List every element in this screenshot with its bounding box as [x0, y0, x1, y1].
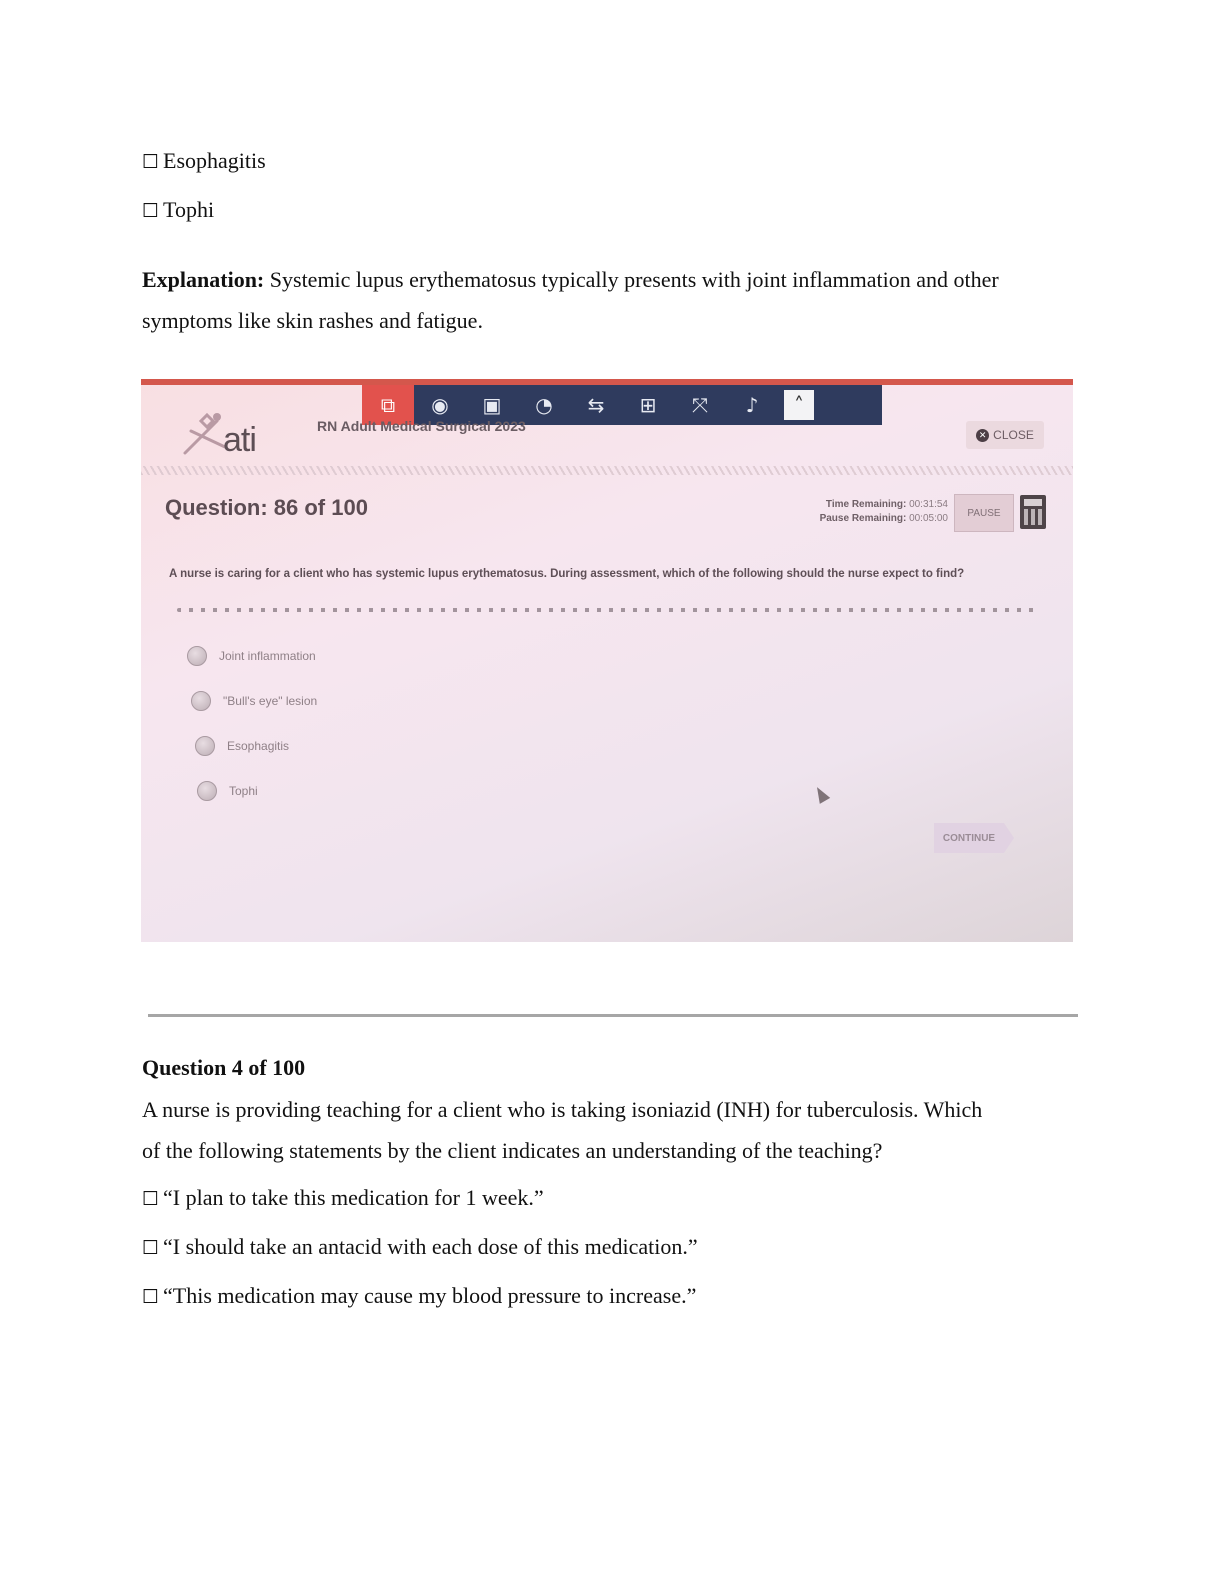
section-divider	[148, 1014, 1078, 1017]
pause-button[interactable]: PAUSE	[954, 494, 1014, 532]
option-label: Tophi	[163, 197, 215, 222]
explanation-label: Explanation:	[142, 267, 265, 292]
header-divider	[141, 466, 1073, 475]
calculator-icon[interactable]	[1020, 495, 1046, 529]
answer-label: Esophagitis	[227, 739, 290, 753]
radio-icon[interactable]	[191, 691, 211, 711]
exit-fullscreen-icon[interactable]: ⧉	[362, 385, 414, 425]
option-label: “I plan to take this medication for 1 week.”	[163, 1185, 544, 1210]
dotted-divider	[177, 608, 1037, 612]
question-stem: A nurse is caring for a client who has systemic lupus erythematosus. During assessment, which of the following should the nurse expect to find?	[169, 568, 965, 580]
close-button[interactable]	[966, 421, 1044, 449]
explanation-line-1: Systemic lupus erythematosus typically presents with joint inflammation and other	[269, 267, 999, 292]
question-counter: Question: 86 of 100	[165, 495, 368, 520]
pause-remaining-label: Pause Remaining:	[819, 513, 907, 524]
question-4-stem-line-2: of the following statements by the client indicates an understanding of the teaching?	[142, 1138, 883, 1163]
close-label: CLOSE	[993, 428, 1034, 442]
radio-icon[interactable]	[187, 646, 207, 666]
expand-icon[interactable]: ⤧	[692, 393, 708, 417]
time-remaining-label: Time Remaining:	[825, 499, 907, 510]
audio-icon[interactable]: ♪	[745, 393, 759, 417]
pause-remaining-value: 00:05:00	[909, 513, 948, 524]
explanation-line-2: symptoms like skin rashes and fatigue.	[142, 308, 483, 333]
answer-option[interactable]	[187, 646, 316, 666]
answer-label: "Bull's eye" lesion	[223, 694, 318, 708]
question-4-option-3[interactable]	[142, 1282, 696, 1311]
option-tophi[interactable]	[142, 196, 214, 225]
option-esophagitis[interactable]	[142, 147, 266, 176]
checkbox-icon[interactable]: ☐	[142, 1286, 160, 1308]
checkbox-icon[interactable]: ☐	[142, 151, 160, 173]
briefcase-icon[interactable]: ▣	[482, 393, 502, 417]
close-icon: ✕	[976, 429, 989, 442]
option-label: “I should take an antacid with each dose of this medication.”	[163, 1234, 698, 1259]
question-4-heading: Question 4 of 100	[142, 1055, 306, 1080]
option-label: Esophagitis	[163, 148, 266, 173]
radio-icon[interactable]	[195, 736, 215, 756]
eye-icon[interactable]: ◉	[431, 393, 449, 417]
checkbox-icon[interactable]: ☐	[142, 200, 160, 222]
ati-logo-text: ati	[223, 421, 256, 459]
radio-icon[interactable]	[197, 781, 217, 801]
question-4-option-1[interactable]	[142, 1184, 544, 1213]
question-4-stem	[142, 1089, 1082, 1171]
chevron-up-icon[interactable]: ˄	[784, 390, 814, 420]
swap-icon[interactable]: ⇆	[587, 393, 605, 417]
exam-screenshot	[141, 379, 1073, 942]
mouse-pointer-icon	[812, 784, 830, 804]
timer-panel	[781, 498, 948, 526]
answer-option[interactable]	[197, 781, 258, 801]
continue-button[interactable]: CONTINUE	[934, 823, 1004, 853]
checkbox-icon[interactable]: ☐	[142, 1188, 160, 1210]
question-4-stem-line-1: A nurse is providing teaching for a client who is taking isoniazid (INH) for tuberculosis. Which	[142, 1097, 983, 1122]
question-4-option-2[interactable]	[142, 1233, 698, 1262]
answer-option[interactable]	[195, 736, 289, 756]
time-remaining-value: 00:31:54	[909, 499, 948, 510]
option-label: “This medication may cause my blood pressure to increase.”	[163, 1283, 697, 1308]
answer-option[interactable]	[191, 691, 317, 711]
checkbox-icon[interactable]: ☐	[142, 1237, 160, 1259]
course-title: RN Adult Medical Surgical 2023	[317, 418, 526, 434]
answer-label: Joint inflammation	[219, 649, 316, 663]
gauge-icon[interactable]: ◔	[535, 393, 553, 417]
grid-icon[interactable]: ⊞	[639, 393, 657, 417]
answer-label: Tophi	[229, 784, 258, 798]
explanation	[142, 259, 1082, 341]
